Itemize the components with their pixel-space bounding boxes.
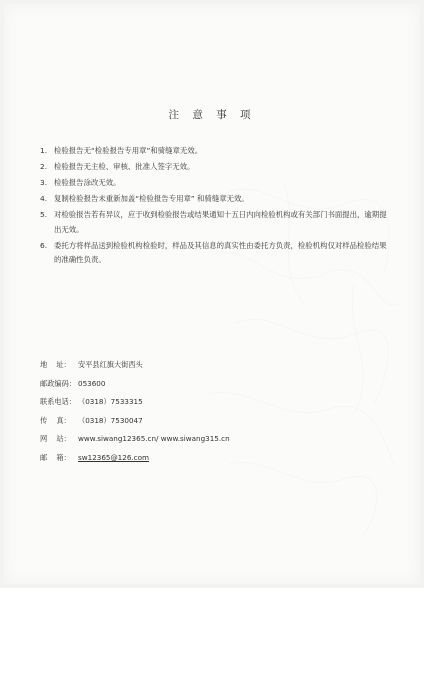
phone-label: 联系电话： bbox=[40, 397, 76, 407]
fax-value: （0318）7530047 bbox=[78, 415, 143, 425]
page-title: 注 意 事 项 bbox=[168, 109, 256, 121]
postcode-row bbox=[40, 375, 380, 394]
list-item-number: 2. bbox=[40, 162, 48, 171]
list-item-number: 5. bbox=[40, 210, 48, 219]
list-item bbox=[40, 176, 390, 191]
list-item-number: 4. bbox=[40, 194, 48, 203]
email-label: 邮 箱： bbox=[40, 452, 71, 462]
list-item-number: 6. bbox=[40, 240, 48, 250]
list-item-text: 检验报告涂改无效。 bbox=[54, 178, 121, 187]
list-item-text: 检验报告无“检验报告专用章”和骑缝章无效。 bbox=[54, 146, 203, 155]
email-value: sw12365@126.com bbox=[78, 452, 150, 462]
list-item-number: 1. bbox=[40, 146, 48, 155]
list-item bbox=[40, 239, 390, 268]
address-value: 安平县红旗大街西头 bbox=[78, 360, 143, 369]
list-item-text: 复制检验报告未重新加盖“检验报告专用章” 和骑缝章无效。 bbox=[54, 194, 249, 203]
contact-info bbox=[40, 356, 380, 468]
website-label: 网 站： bbox=[40, 434, 71, 444]
postcode-value: 053600 bbox=[78, 378, 106, 388]
notice-list bbox=[40, 144, 390, 269]
website-value: www.siwang12365.cn/ www.siwang315.cn bbox=[78, 434, 230, 444]
email-row bbox=[40, 449, 380, 468]
phone-value: （0318）7533315 bbox=[78, 397, 143, 407]
list-item-text: 检验报告无主检、审核、批准人签字无效。 bbox=[54, 162, 195, 171]
list-item bbox=[40, 192, 390, 207]
address-label: 地 址： bbox=[40, 360, 71, 369]
paper-sheet bbox=[4, 4, 420, 584]
address-row bbox=[40, 356, 380, 375]
phone-row bbox=[40, 393, 380, 412]
list-item bbox=[40, 144, 390, 159]
fax-row bbox=[40, 412, 380, 431]
website-row bbox=[40, 430, 380, 449]
list-item bbox=[40, 208, 390, 237]
list-item-text: 委托方将样品送到检验机构检验时，样品及其信息的真实性由委托方负责，检验机构仅对样品检验结果的准确性负责。 bbox=[54, 240, 387, 264]
fax-label: 传 真： bbox=[40, 415, 71, 425]
list-item-text: 对检验报告若有异议，应于收到检验报告或结果通知十五日内向检验机构或有关部门书面提出，逾期提出无效。 bbox=[54, 210, 387, 234]
list-item-number: 3. bbox=[40, 178, 48, 187]
postcode-label: 邮政编码： bbox=[40, 378, 76, 388]
list-item bbox=[40, 160, 390, 175]
